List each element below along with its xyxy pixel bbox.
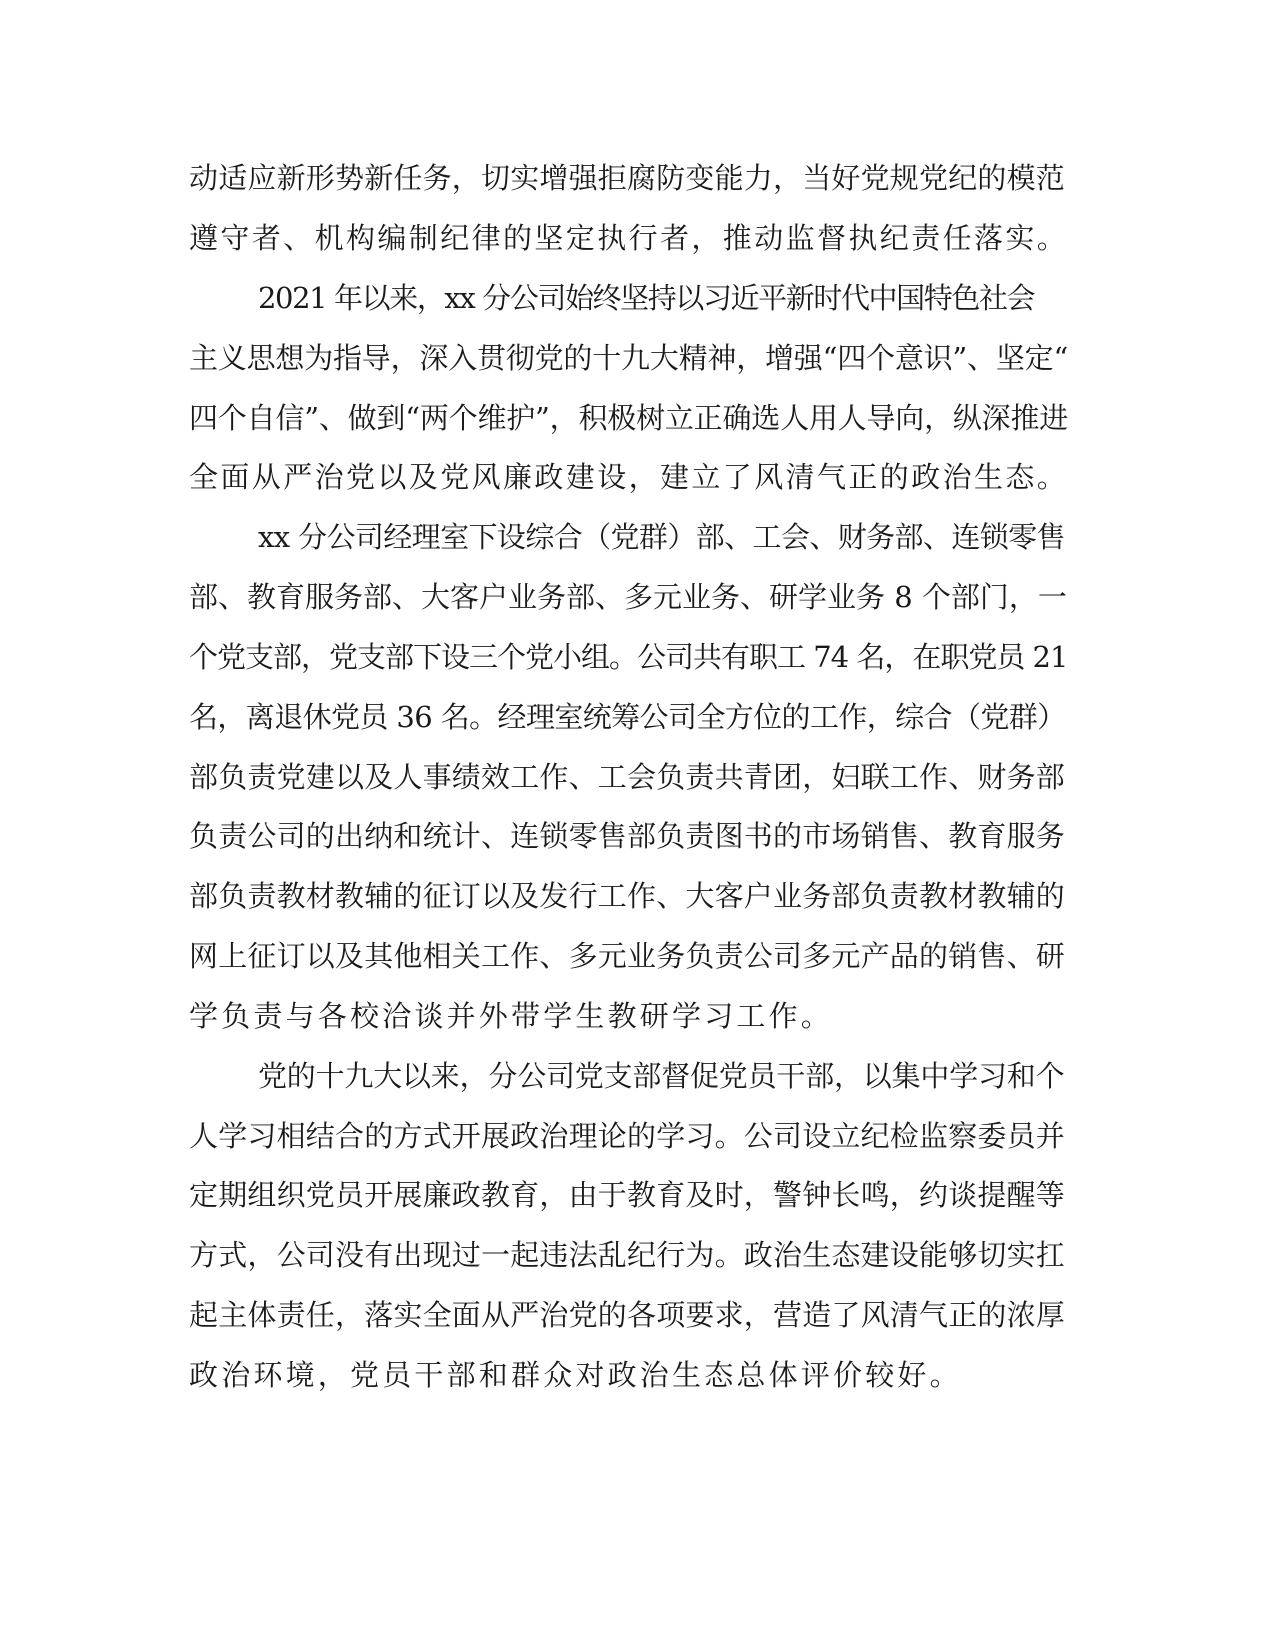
text-line: 四个自信”、做到“两个维护”，积极树立正确选人用人导向，纵深推进	[189, 401, 1069, 435]
text-line: 遵守者、机构编制纪律的坚定执行者，推动监督执纪责任落实。	[189, 221, 1069, 255]
text-line: 定期组织党员开展廉政教育，由于教育及时，警钟长鸣，约谈提醒等	[189, 1178, 1066, 1212]
text-line: 个党支部，党支部下设三个党小组。公司共有职工 74 名，在职党员 21	[189, 640, 1068, 674]
text-line: 名，离退休党员 36 名。经理室统筹公司全方位的工作，综合（党群）	[189, 700, 1066, 734]
text-line: 部负责党建以及人事绩效工作、工会负责共青团，妇联工作、财务部	[189, 760, 1066, 794]
text-line: 党的十九大以来，分公司党支部督促党员干部，以集中学习和个	[258, 1059, 1065, 1093]
text-line: 部负责教材教辅的征订以及发行工作、大客户业务部负责教材教辅的	[189, 879, 1066, 913]
text-line: 学负责与各校洽谈并外带学生教研学习工作。	[189, 999, 834, 1033]
text-line: 2021 年以来，xx 分公司始终坚持以习近平新时代中国特色社会	[258, 281, 1035, 315]
text-line: 负责公司的出纳和统计、连锁零售部负责图书的市场销售、教育服务	[189, 819, 1066, 853]
text-line: 人学习相结合的方式开展政治理论的学习。公司设立纪检监察委员并	[189, 1119, 1066, 1153]
text-line: 全面从严治党以及党风廉政建设，建立了风清气正的政治生态。	[189, 460, 1069, 494]
text-line: xx 分公司经理室下设综合（党群）部、工会、财务部、连锁零售	[258, 520, 1065, 554]
text-line: 主义思想为指导，深入贯彻党的十九大精神，增强“四个意识”、坚定“	[189, 341, 1069, 375]
text-line: 动适应新形势新任务，切实增强拒腐防变能力，当好党规党纪的模范	[189, 161, 1066, 195]
text-line: 起主体责任，落实全面从严治党的各项要求，营造了风清气正的浓厚	[189, 1298, 1066, 1332]
text-line: 部、教育服务部、大客户业务部、多元业务、研学业务 8 个部门，一	[189, 580, 1067, 614]
text-line: 政治环境，党员干部和群众对政治生态总体评价较好。	[189, 1358, 962, 1392]
text-line: 方式，公司没有出现过一起违法乱纪行为。政治生态建设能够切实扛	[189, 1238, 1066, 1272]
text-line: 网上征订以及其他相关工作、多元业务负责公司多元产品的销售、研	[189, 939, 1066, 973]
